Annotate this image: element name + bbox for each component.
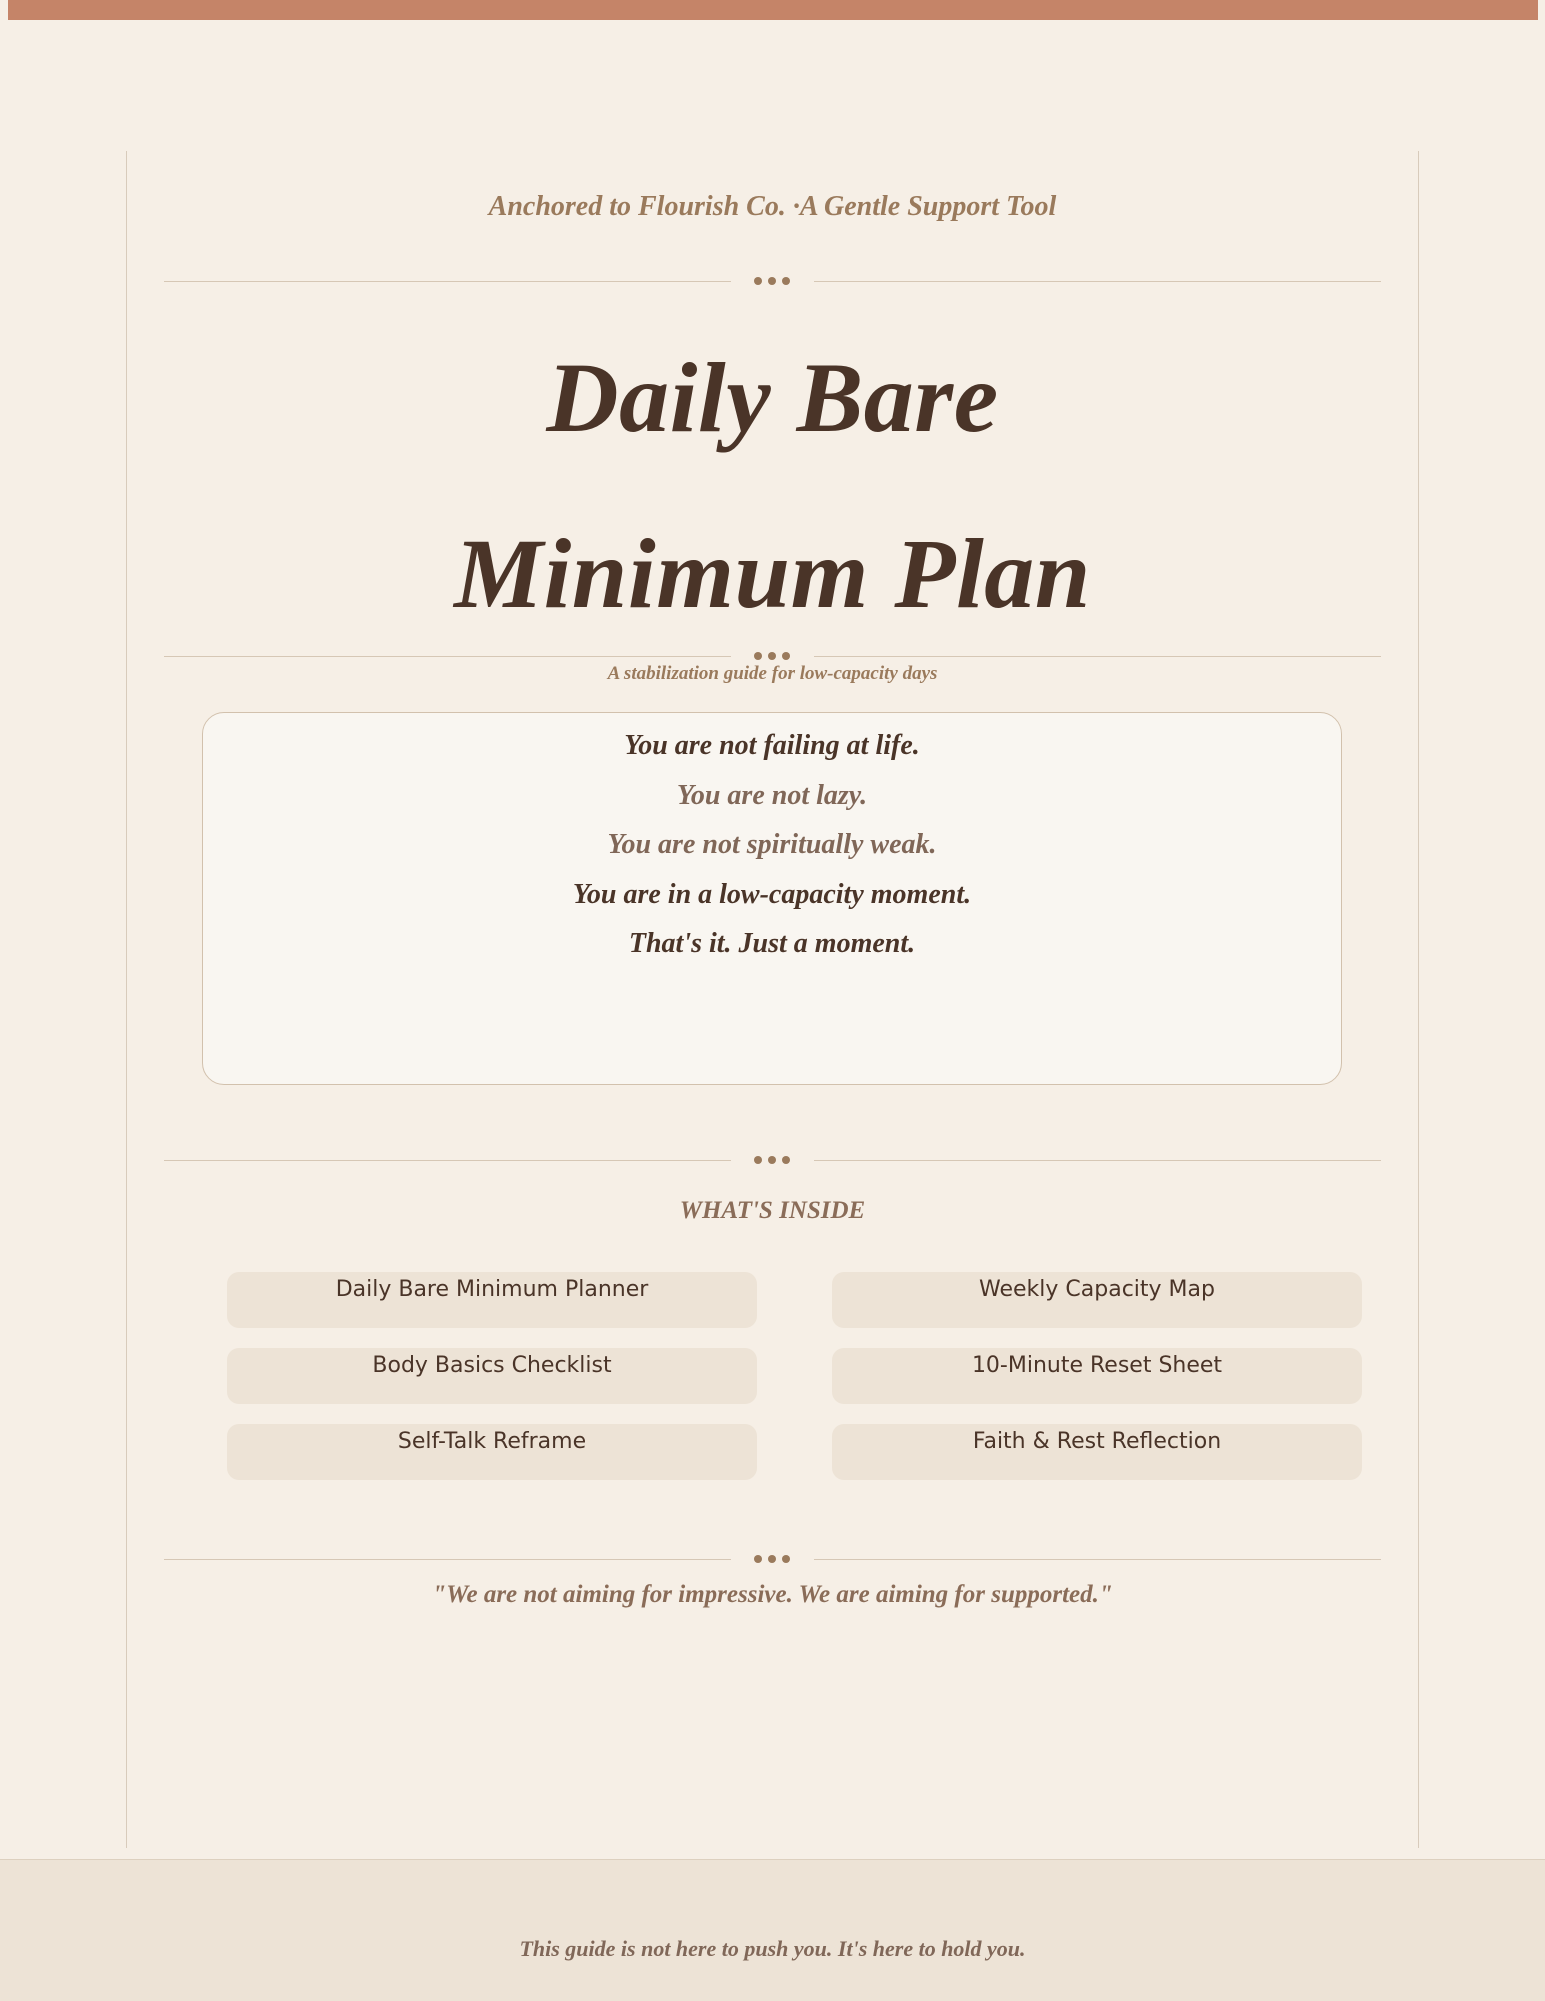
footer-text: This guide is not here to push you. It's here to hold you. [519, 1936, 1026, 1961]
affirmation-line: You are not failing at life. [624, 730, 920, 761]
affirmation-line: You are not lazy. [676, 780, 868, 811]
divider-contents [164, 1153, 1381, 1169]
top-accent-bar [8, 0, 1538, 20]
title-line-1: Daily Bare [546, 342, 999, 453]
contents-item: Daily Bare Minimum Planner [227, 1272, 757, 1328]
left-border-line [126, 151, 127, 1848]
divider-top [164, 274, 1381, 290]
brand-line: Anchored to Flourish Co. ·A Gentle Support Tool [488, 191, 1057, 222]
dots-ornament-icon [752, 1156, 792, 1166]
section-heading: WHAT'S INSIDE [679, 1197, 866, 1224]
contents-item: 10-Minute Reset Sheet [832, 1348, 1362, 1404]
contents-item: Faith & Rest Reflection [832, 1424, 1362, 1480]
page-subtitle: A stabilization guide for low-capacity days [607, 663, 938, 684]
title-line-2: Minimum Plan [454, 518, 1091, 629]
closing-quote: "We are not aiming for impressive. We are aiming for supported." [432, 1581, 1113, 1608]
affirmation-card [202, 712, 1342, 1085]
page-title [164, 310, 1381, 662]
dots-ornament-icon [752, 1555, 792, 1565]
contents-item: Weekly Capacity Map [832, 1272, 1362, 1328]
affirmation-line: That's it. Just a moment. [628, 928, 916, 959]
affirmation-line: You are not spiritually weak. [607, 829, 937, 860]
right-border-line [1418, 151, 1419, 1848]
footer [0, 1859, 1545, 2001]
contents-item: Self-Talk Reframe [227, 1424, 757, 1480]
contents-item: Body Basics Checklist [227, 1348, 757, 1404]
divider-quote [164, 1552, 1381, 1568]
dots-ornament-icon [752, 277, 792, 287]
affirmation-line: You are in a low-capacity moment. [572, 879, 972, 910]
dots-ornament-icon [752, 652, 792, 662]
